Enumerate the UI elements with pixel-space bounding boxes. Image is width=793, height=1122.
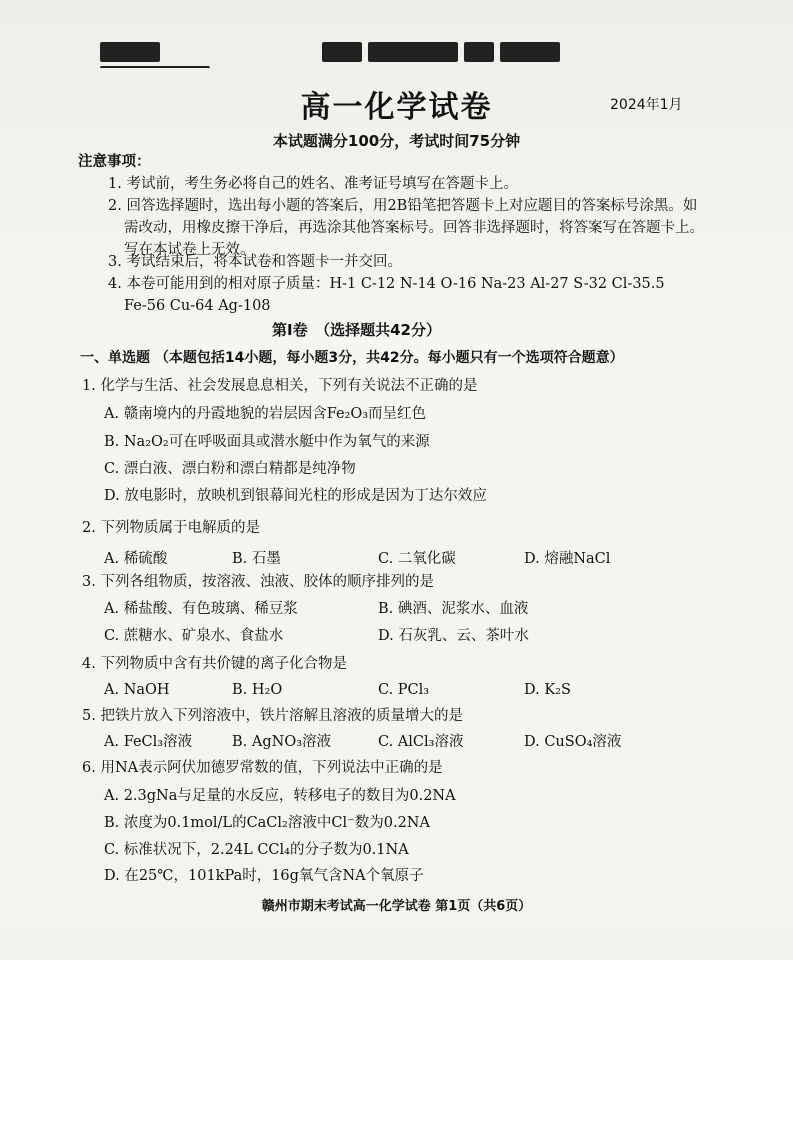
option: D. 放电影时，放映机到银幕间光柱的形成是因为丁达尔效应: [104, 488, 487, 504]
note-item: 3. 考试结束后，将本试卷和答题卡一并交回。: [108, 254, 402, 270]
option: C. 蔗糖水、矿泉水、食盐水: [104, 628, 284, 644]
note-item: Fe-56 Cu-64 Ag-108: [124, 298, 271, 314]
note-item: 需改动，用橡皮擦干净后，再选涂其他答案标号。回答非选择题时，将答案写在答题卡上。: [124, 220, 704, 236]
question-stem: 3. 下列各组物质，按溶液、浊液、胶体的顺序排列的是: [82, 574, 434, 590]
notes-heading: 注意事项：: [78, 154, 151, 170]
option: B. 石墨: [232, 551, 281, 567]
option: A. FeCl₃溶液: [104, 734, 193, 750]
option: C. AlCl₃溶液: [378, 734, 464, 750]
option: C. 标准状况下，2.24L CCl₄的分子数为0.1NA: [104, 842, 409, 858]
option: C. 二氧化碳: [378, 551, 456, 567]
option: B. H₂O: [232, 682, 283, 698]
blank-margin: [0, 960, 793, 1122]
option: B. 浓度为0.1mol/L的CaCl₂溶液中Cl⁻数为0.2NA: [104, 815, 430, 831]
option: B. AgNO₃溶液: [232, 734, 332, 750]
note-item: 1. 考试前，考生务必将自己的姓名、准考证号填写在答题卡上。: [108, 176, 518, 192]
page-title: 高一化学试卷: [300, 90, 493, 125]
option: D. 石灰乳、云、茶叶水: [378, 628, 529, 644]
question-stem: 5. 把铁片放入下列溶液中，铁片溶解且溶液的质量增大的是: [82, 708, 463, 724]
question-stem: 2. 下列物质属于电解质的是: [82, 520, 260, 536]
cropped-header-line: [100, 42, 680, 68]
option: A. 稀盐酸、有色玻璃、稀豆浆: [104, 601, 298, 617]
question-stem: 6. 用NA表示阿伏加德罗常数的值，下列说法中正确的是: [82, 760, 443, 776]
option: A. 赣南境内的丹霞地貌的岩层因含Fe₂O₃而呈红色: [104, 406, 427, 422]
exam-info: 本试题满分100分，考试时间75分钟: [272, 132, 521, 150]
option: D. 在25℃，101kPa时，16g氧气含NA个氧原子: [104, 868, 424, 884]
question-stem: 1. 化学与生活、社会发展息息相关，下列有关说法不正确的是: [82, 378, 478, 394]
option: C. PCl₃: [378, 682, 430, 698]
option: D. CuSO₄溶液: [524, 734, 622, 750]
section-intro: 一、单选题 （本题包括14小题，每小题3分，共42分。每小题只有一个选项符合题意）: [80, 350, 624, 366]
option: D. K₂S: [524, 682, 571, 698]
question-stem: 4. 下列物质中含有共价键的离子化合物是: [82, 656, 347, 672]
option: B. 碘酒、泥浆水、血液: [378, 601, 529, 617]
option: A. 稀硫酸: [104, 551, 168, 567]
note-item: 2. 回答选择题时，选出每小题的答案后，用2B铅笔把答题卡上对应题目的答案标号涂黑。如: [108, 198, 698, 214]
note-item: 4. 本卷可能用到的相对原子质量：H-1 C-12 N-14 O-16 Na-23 Al-27 S-32 Cl-35.5: [108, 276, 665, 292]
option: D. 熔融NaCl: [524, 551, 611, 567]
section-heading: 第Ⅰ卷 （选择题共42分）: [272, 321, 441, 339]
option: C. 漂白液、漂白粉和漂白精都是纯净物: [104, 461, 356, 477]
option: A. 2.3gNa与足量的水反应，转移电子的数目为0.2NA: [104, 788, 456, 804]
note-item: 写在本试卷上无效。: [124, 242, 255, 258]
option: B. Na₂O₂可在呼吸面具或潜水艇中作为氧气的来源: [104, 434, 430, 450]
option: A. NaOH: [104, 682, 170, 698]
page-footer: 赣州市期末考试高一化学试卷 第1页（共6页）: [261, 899, 532, 914]
exam-date: 2024年1月: [610, 97, 683, 113]
